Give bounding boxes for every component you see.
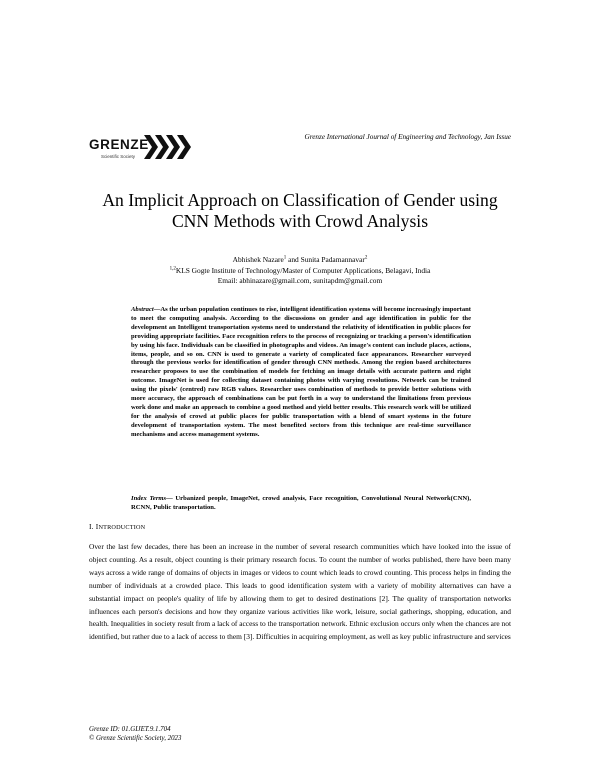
title-line-2: CNN Methods with Crowd Analysis bbox=[171, 211, 429, 231]
section-number: I. bbox=[89, 522, 96, 531]
grenze-id: Grenze ID: 01.GIJET.9.1.704 bbox=[89, 726, 171, 733]
abstract-label: Abstract bbox=[131, 306, 154, 313]
author-names bbox=[60, 255, 540, 266]
page-footer bbox=[89, 725, 181, 743]
logo-tagline: Scientific Society bbox=[101, 154, 136, 159]
journal-header: Grenze International Journal of Engineering and Technology, Jan Issue bbox=[304, 133, 511, 141]
author-conjunction: and bbox=[286, 255, 301, 264]
author-2-sup: 2 bbox=[364, 255, 368, 261]
index-terms-label: Index Terms bbox=[131, 495, 167, 502]
paper-title bbox=[60, 190, 540, 232]
author-email: Email: abhinazare@gmail.com, sunitapdm@gmail.com bbox=[217, 276, 383, 285]
title-line-1: An Implicit Approach on Classification of Gender using bbox=[102, 190, 498, 210]
author-2: Sunita Padamannavar bbox=[300, 255, 365, 264]
section-title: NTRODUCTION bbox=[98, 524, 146, 531]
abstract bbox=[131, 306, 471, 440]
section-heading bbox=[89, 522, 145, 531]
abstract-text: —As the urban population continues to rise, intelligent identification systems will become increasingly important to meet the computing analysis. According to the discussions on gender and age identification in public for the development an Intelligent transportation systems need to understand the relativity of identification in public places for providing appropriate facilities. Face recognition refers to the process of recognizing or tracking a person's identification by using his face. Individuals can be classified in photographs and videos. An image's content can include places, actions, items, people, and so on. CNN is used to generate a variety of complicated face appearances. Researcher surveyed through the previous works for identification of gender through CNN methods. Among the region based architectures researcher proposes to use the combination of models for fetching an image details with accurate pattern and right outcome. ImageNet is used for collecting dataset containing photos with varying resolutions. Network can be trained using the pixels' (centred) raw RGB values. Researcher uses combination of methods to provide better solutions with more accuracy, the approach of combinations can be put forth in a way to understand the limitations from previous work done and make an approach to combine a good method and yield better results. This research work will be utilized for the analysis of crowd at public places for public transportation with a blend of smart systems in the future development of transportation system. The most benefited sectors from this technique are real-time surveillance mechanisms and access management systems. bbox=[131, 306, 471, 438]
index-terms-text: — Urbanized people, ImageNet, crowd analysis, Face recognition, Convolutional Neural Network(CNN), RCNN, Public transportation. bbox=[131, 495, 471, 511]
affiliation bbox=[60, 266, 540, 277]
author-block bbox=[60, 255, 540, 287]
index-terms bbox=[131, 495, 471, 513]
author-1-sup: 1 bbox=[283, 255, 287, 261]
grenze-logo bbox=[89, 133, 189, 163]
introduction-paragraph: Over the last few decades, there has been an increase in the number of several research communities which have looked into the issue of object counting. As a result, object counting is their primary research focus. To count the number of works published, there have been many ways across a wide range of domains of objects in images or videos to count which leads to crowd counting. This process helps in finding the number of individuals at a crowded place. This leads to good identification system with a variety of mobility alternatives can have a substantial impact on people's quality of life by allowing them to get to desired destinations [2]. The quality of transportation networks influences each person's decisions and how they organize various activities like work, leisure, social gatherings, shopping, education, and health. Inequalities in society result from a lack of access to the transportation network. Ethnic exclusion occurs only when the chances are not identified, but rather due to a lack of access to them [3]. Difficulties in acquiring employment, as well as key public infrastructure and services bbox=[89, 542, 511, 642]
logo-wordmark: GRENZE bbox=[89, 137, 149, 152]
author-1: Abhishek Nazare bbox=[232, 255, 284, 264]
copyright: © Grenze Scientific Society, 2023 bbox=[89, 735, 182, 742]
section-initial: I bbox=[95, 522, 99, 531]
affiliation-text: KLS Gogte Institute of Technology/Master of Computer Applications, Belagavi, India bbox=[175, 265, 431, 275]
chevron-arrows-icon bbox=[144, 133, 192, 161]
affiliation-sup: 1,2 bbox=[169, 266, 176, 272]
